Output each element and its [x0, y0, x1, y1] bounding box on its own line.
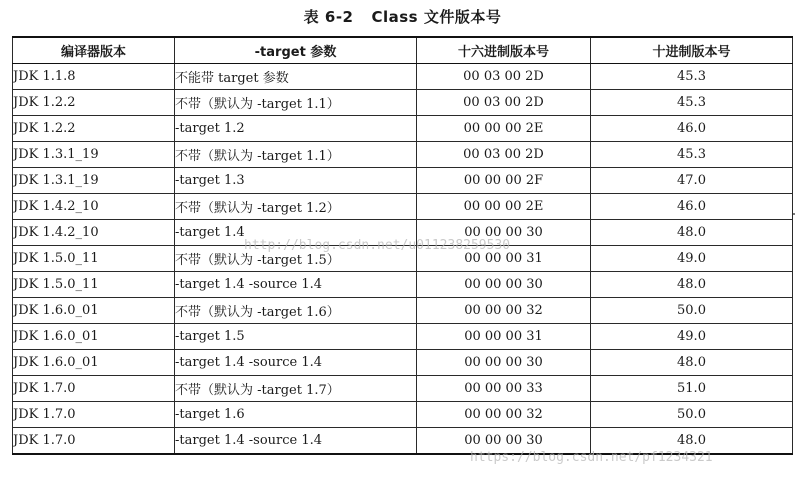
cell-hex: 00 00 00 30 — [417, 350, 591, 376]
cell-target: 不带（默认为 -target 1.7） — [175, 376, 417, 402]
cell-target: 不带（默认为 -target 1.2） — [175, 194, 417, 220]
table-row — [13, 402, 793, 428]
cell-hex: 00 00 00 2E — [417, 194, 591, 220]
cell-target: -target 1.3 — [175, 168, 417, 194]
cell-dec: 50.0 — [591, 402, 793, 428]
cell-hex: 00 03 00 2D — [417, 142, 591, 168]
table-row — [13, 116, 793, 142]
cell-target: -target 1.5 — [175, 324, 417, 350]
table-row — [13, 428, 793, 455]
cell-dec: 48.0 — [591, 350, 793, 376]
cell-hex: 00 00 00 31 — [417, 246, 591, 272]
header-target: -target 参数 — [175, 37, 417, 64]
table-row — [13, 168, 793, 194]
cell-target: 不带（默认为 -target 1.1） — [175, 142, 417, 168]
cell-target: -target 1.4 — [175, 220, 417, 246]
table-body — [13, 64, 793, 455]
caption-number: 表 6-2 — [303, 8, 354, 26]
cell-hex: 00 00 00 30 — [417, 220, 591, 246]
table-row — [13, 220, 793, 246]
cell-dec: 47.0 — [591, 168, 793, 194]
cell-target: -target 1.4 -source 1.4 — [175, 428, 417, 455]
header-hex: 十六进制版本号 — [417, 37, 591, 64]
cell-dec: 45.3 — [591, 90, 793, 116]
watermark-text: https://blog.csdn.net/pf1234321 — [470, 450, 713, 465]
cell-dec: 49.0 — [591, 324, 793, 350]
cell-compiler: JDK 1.7.0 — [13, 402, 175, 428]
cell-dec: 46.0 — [591, 116, 793, 142]
cell-compiler: JDK 1.3.1_19 — [13, 168, 175, 194]
table-row — [13, 90, 793, 116]
cell-compiler: JDK 1.7.0 — [13, 428, 175, 455]
cell-dec: 48.0 — [591, 428, 793, 455]
table-row — [13, 194, 793, 220]
cell-compiler: JDK 1.6.0_01 — [13, 350, 175, 376]
table-row — [13, 350, 793, 376]
cell-dec: 51.0 — [591, 376, 793, 402]
cell-dec: 48.0 — [591, 220, 793, 246]
cell-hex: 00 00 00 30 — [417, 272, 591, 298]
cell-target: 不带（默认为 -target 1.1） — [175, 90, 417, 116]
cell-hex: 00 03 00 2D — [417, 90, 591, 116]
cell-hex: 00 00 00 33 — [417, 376, 591, 402]
cell-hex: 00 00 00 31 — [417, 324, 591, 350]
cell-hex: 00 00 00 2F — [417, 168, 591, 194]
cell-hex: 00 00 00 2E — [417, 116, 591, 142]
cell-compiler: JDK 1.5.0_11 — [13, 246, 175, 272]
cell-compiler: JDK 1.4.2_10 — [13, 220, 175, 246]
cell-dec: 49.0 — [591, 246, 793, 272]
table-row — [13, 376, 793, 402]
table-caption — [0, 6, 805, 32]
cell-compiler: JDK 1.4.2_10 — [13, 194, 175, 220]
cell-compiler: JDK 1.6.0_01 — [13, 298, 175, 324]
cell-target: -target 1.4 -source 1.4 — [175, 350, 417, 376]
cell-compiler: JDK 1.3.1_19 — [13, 142, 175, 168]
table-row — [13, 64, 793, 90]
cell-target: 不带（默认为 -target 1.6） — [175, 298, 417, 324]
cell-target: -target 1.2 — [175, 116, 417, 142]
cell-target: -target 1.4 -source 1.4 — [175, 272, 417, 298]
table-row — [13, 298, 793, 324]
cell-compiler: JDK 1.1.8 — [13, 64, 175, 90]
cell-hex: 00 00 00 32 — [417, 402, 591, 428]
cell-target: 不带（默认为 -target 1.5） — [175, 246, 417, 272]
table-row — [13, 246, 793, 272]
cell-dec: 50.0 — [591, 298, 793, 324]
header-row — [13, 37, 793, 64]
cell-target: -target 1.6 — [175, 402, 417, 428]
cell-compiler: JDK 1.2.2 — [13, 90, 175, 116]
cell-dec: 45.3 — [591, 142, 793, 168]
watermark-text: http://blog.csdn.net/u011238259530 — [244, 238, 511, 253]
cell-compiler: JDK 1.2.2 — [13, 116, 175, 142]
cell-dec: 46.0 — [591, 194, 793, 220]
cell-hex: 00 00 00 30 — [417, 428, 591, 455]
cell-compiler: JDK 1.7.0 — [13, 376, 175, 402]
cell-hex: 00 03 00 2D — [417, 64, 591, 90]
header-compiler: 编译器版本 — [13, 37, 175, 64]
class-version-table — [12, 36, 793, 455]
cell-compiler: JDK 1.6.0_01 — [13, 324, 175, 350]
cell-target: 不能带 target 参数 — [175, 64, 417, 90]
cell-hex: 00 00 00 32 — [417, 298, 591, 324]
table-row — [13, 142, 793, 168]
cell-compiler: JDK 1.5.0_11 — [13, 272, 175, 298]
cell-dec: 48.0 — [591, 272, 793, 298]
header-dec: 十进制版本号 — [591, 37, 793, 64]
cell-dec: 45.3 — [591, 64, 793, 90]
scan-speck — [793, 213, 795, 215]
table-row — [13, 324, 793, 350]
caption-text: Class 文件版本号 — [371, 8, 502, 26]
table-row — [13, 272, 793, 298]
